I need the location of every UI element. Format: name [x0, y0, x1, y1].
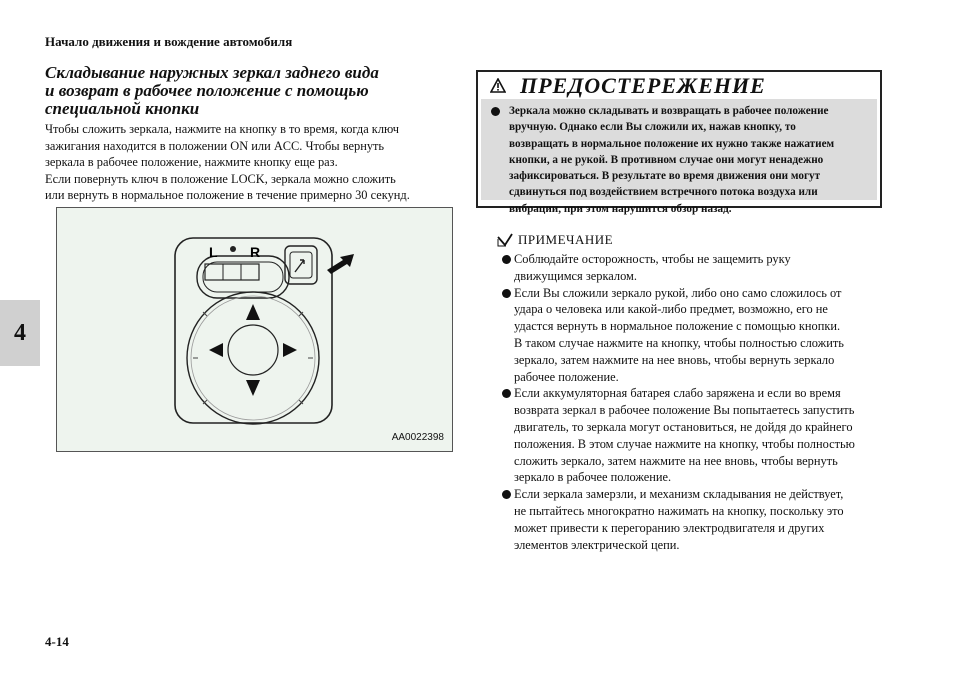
arrow-down-icon	[246, 380, 260, 396]
fold-button-icon	[285, 246, 317, 284]
warning-title: ПРЕДОСТЕРЕЖЕНИЕ	[520, 72, 766, 98]
body-line: зеркала в рабочее положение, нажмите кнопку еще раз.	[45, 155, 338, 170]
section-title-line: Складывание наружных зеркал заднего вида	[45, 63, 379, 82]
bullet-icon	[502, 289, 511, 298]
note-line: положения. В этом случае нажмите на кнопку, чтобы полностью	[514, 436, 855, 451]
warning-header	[478, 72, 880, 99]
label-right: R	[250, 244, 261, 260]
note-line: движущимся зеркалом.	[514, 268, 637, 283]
note-item	[497, 285, 897, 386]
note-line: удара о человека или какой-либо предмет, возможно, его не	[514, 302, 828, 317]
arrow-right-icon	[283, 343, 297, 357]
note-title: ПРИМЕЧАНИЕ	[518, 232, 614, 247]
mirror-switch-figure	[56, 207, 453, 452]
section-title-line: специальной кнопки	[45, 99, 200, 118]
note-line: Соблюдайте осторожность, чтобы не защемить руку	[514, 252, 791, 266]
warning-body	[481, 99, 877, 215]
warning-line: вибрации, при этом нарушится обзор назад.	[509, 202, 732, 215]
note-item	[497, 486, 897, 553]
arrow-left-icon	[209, 343, 223, 357]
bullet-icon	[491, 107, 500, 116]
warning-line: сдвинуться под воздействием встречного потока воздуха или	[509, 186, 818, 199]
warning-line: зафиксироваться. В результате во время движения они могут	[509, 170, 821, 183]
note-list	[497, 251, 897, 553]
note-line: сложить зеркало, затем нажмите на нее вновь, чтобы вернуть	[514, 453, 838, 468]
selector-dot	[230, 246, 236, 252]
pointer-arrow-icon	[327, 254, 354, 274]
warning-line: кнопки, а не рукой. В противном случае они могут ненадежно	[509, 153, 824, 166]
note-line: Если аккумуляторная батарея слабо заряжена и если во время	[514, 386, 841, 401]
arrow-up-icon	[246, 304, 260, 320]
note-item	[497, 385, 897, 486]
body-line: зажигания находится в положении ON или ACC. Чтобы вернуть	[45, 138, 385, 153]
note-line: Если Вы сложили зеркало рукой, либо оно само сложилось от	[514, 285, 842, 300]
page-number: 4-14	[45, 634, 69, 649]
section-body	[45, 121, 465, 204]
note-line: Если зеркала замерзли, и механизм складывания не действует,	[514, 487, 844, 502]
note-line: рабочее положение.	[514, 369, 619, 384]
note-item	[497, 251, 897, 285]
warning-box	[476, 70, 882, 215]
label-left: L	[209, 244, 218, 260]
warning-line: возвращать в нормальное положение их нужно также нажатием	[509, 137, 835, 150]
warning-triangle-icon	[490, 78, 506, 93]
warning-line: Зеркала можно складывать и возвращать в рабочее положение	[487, 103, 871, 119]
note-line: элементов электрической цепи.	[514, 537, 680, 552]
note-line: В таком случае нажмите на кнопку, чтобы полностью сложить	[514, 335, 844, 350]
section-title-line: и возврат в рабочее положение с помощью	[45, 81, 369, 100]
body-line: Чтобы сложить зеркала, нажмите на кнопку в то время, когда ключ	[45, 122, 400, 136]
note-header	[497, 232, 897, 248]
note-section	[497, 232, 897, 553]
body-line: или вернуть в нормальное положение в течение примерно 30 секунд.	[45, 188, 410, 203]
page-header: Начало движения и вождение автомобиля	[45, 34, 293, 49]
note-line: зеркало, затем нажмите на нее вновь, чтобы вернуть зеркало	[514, 352, 835, 367]
note-pencil-icon	[497, 233, 513, 247]
chapter-tab: 4	[0, 300, 40, 366]
section-title	[45, 64, 465, 118]
note-line: двигатель, то зеркала могут остановиться, не дойдя до крайнего	[514, 419, 853, 434]
figure-code: AA0022398	[391, 432, 444, 443]
body-line: Если повернуть ключ в положение LOCK, зеркала можно сложить	[45, 171, 396, 186]
bullet-icon	[502, 389, 511, 398]
warning-line: вручную. Однако если Вы сложили их, нажав кнопку, то	[509, 121, 796, 134]
mirror-switch-icon	[57, 208, 452, 451]
note-line: зеркало в рабочее положение.	[514, 470, 672, 485]
note-line: не пытайтесь многократно нажимать на кнопку, поскольку это	[514, 503, 844, 518]
note-line: возврата зеркал в рабочее положение Вы попытаетесь запустить	[514, 403, 855, 418]
bullet-icon	[502, 490, 511, 499]
note-line: может привести к перегоранию электродвигателя и других	[514, 520, 825, 535]
note-line: удастся вернуть в нормальное положение с помощью кнопки.	[514, 319, 841, 334]
bullet-icon	[502, 255, 511, 264]
